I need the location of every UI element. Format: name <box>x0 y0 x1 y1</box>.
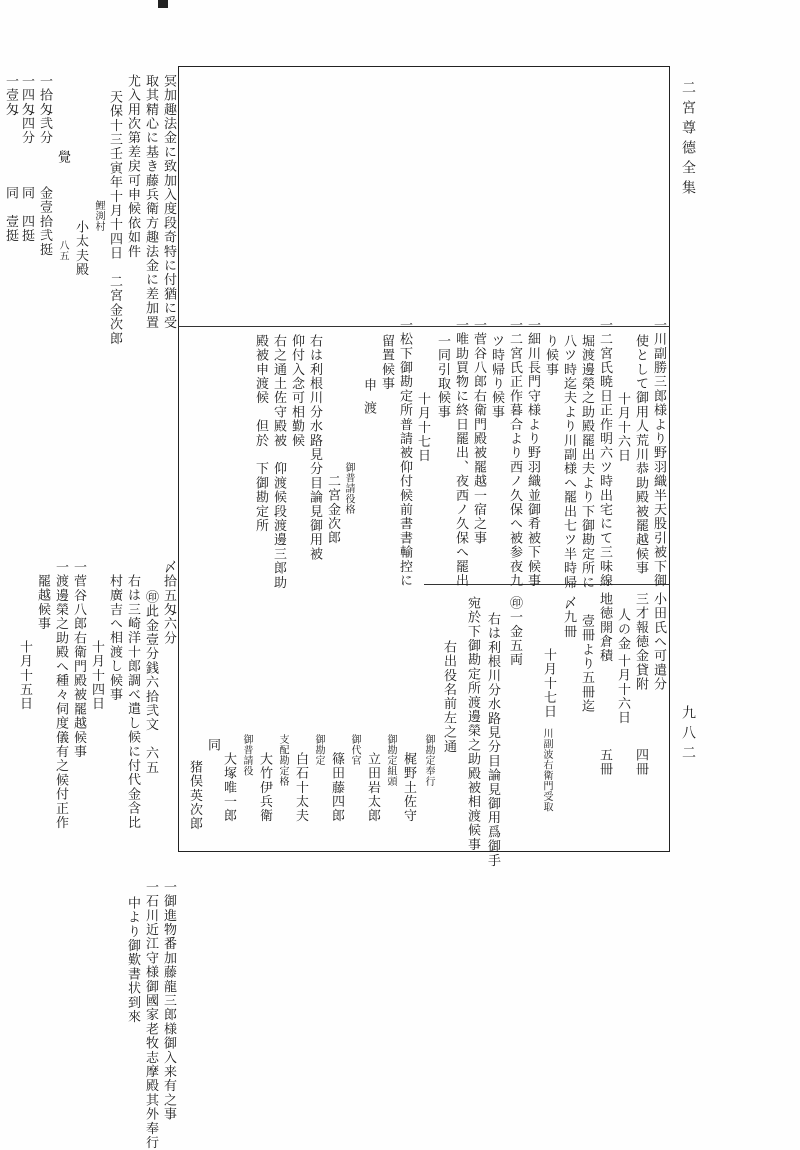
left-line: 一御進物番加藤龍三郎様御入来有之事 <box>161 880 176 1122</box>
bottom-line: 御代官 <box>349 734 360 766</box>
bottom-line: 右は利根川分水路見分目論見御用爲御手 <box>485 612 500 868</box>
top-line: 右之通土佐守殿被 仰渡候段渡邊三郎助 <box>271 334 286 590</box>
top-line: 一松下御勘定所普請被仰付候前書書輸控に <box>397 318 412 588</box>
left-line: 罷越候事 <box>35 574 50 631</box>
top-line: ツ時帰り候事 <box>489 334 504 420</box>
left-line: 同 壹挺 <box>3 186 18 243</box>
bottom-line: 御普請役 <box>241 734 252 776</box>
book-title: 二宮尊德全集 <box>680 80 696 200</box>
top-line: 一唯助買物に終日罷出、夜西ノ久保へ罷出 <box>453 318 468 588</box>
bottom-line: 十月十七日 <box>541 648 556 719</box>
bottom-line: 川副波右衛門受取 <box>541 728 552 812</box>
top-line: 八ツ時迄夫より川副様へ罷出七ツ半時帰 <box>561 334 576 590</box>
left-line: ㊞此金壹分銭六拾弐文 六五 <box>143 590 158 775</box>
top-line: 殿被申渡候 但於 下御勘定所 <box>253 334 268 533</box>
left-line: 一渡邊榮之助殿へ種々伺度儀有之候付正作 <box>53 560 68 830</box>
top-line: 御普請役格 <box>343 462 354 515</box>
left-line: 一拾匁弐分 <box>37 74 52 145</box>
bottom-line: 御勘定 <box>313 734 324 766</box>
bottom-line: 地徳開倉積 <box>597 592 612 663</box>
left-line: 鯉渕村 <box>93 200 104 232</box>
top-line: 右は利根川分水路見分目論見御用被 <box>307 334 322 562</box>
left-line: 十月十五日 <box>17 640 32 711</box>
bottom-line: 四冊 <box>633 748 648 777</box>
left-line: 一菅谷八郎右衛門殿被罷越候事 <box>71 560 86 759</box>
left-line: 右は三崎洋十郎調べ遣し候に付代金含比 <box>125 574 140 830</box>
bottom-line: 御勘定奉行 <box>423 734 434 787</box>
bottom-line: ㊞一金五両 <box>507 596 522 667</box>
bottom-line: 人の金 <box>615 608 630 651</box>
left-line: 取其精心に基き藤兵衛方趣法金に差加置 <box>143 74 158 330</box>
top-line: 一川副勝三郎様より野羽織半天股引被下御 <box>651 318 666 588</box>
left-line: 中より御歎書状到來 <box>125 896 140 1024</box>
bottom-line: 篠田藤四郎 <box>329 752 344 823</box>
top-line: 仰付入念可相勤候 <box>289 334 304 448</box>
bottom-line: 支配勘定格 <box>277 734 288 787</box>
bottom-line: 〆九冊 <box>561 596 576 639</box>
bottom-line: 大塚唯一郎 <box>221 752 236 823</box>
bottom-line: 猪俣英次郎 <box>187 760 202 831</box>
bottom-line: 十月十六日 <box>615 654 630 725</box>
left-line: 天保十三壬寅年十月十四日 二宮金次郎 <box>107 90 122 346</box>
left-line: 〆拾五匁六分 <box>161 560 176 646</box>
top-line: 堀渡邊榮之助殿罷出夫より下御勘定所に <box>579 334 594 590</box>
top-line: 一同引取候事 <box>435 334 450 420</box>
bottom-line: 同 <box>205 738 220 753</box>
top-line: 二宮金次郎 <box>325 474 340 545</box>
top-line: 一細川長門守様より野羽織並御肴被下候事 <box>525 318 540 588</box>
left-line: 尤入用次第差戻可申候依如件 <box>125 74 140 259</box>
bottom-line: 五冊 <box>597 748 612 777</box>
bottom-line: 立田岩太郎 <box>365 752 380 823</box>
bottom-line: 右出役名前左之通 <box>441 640 456 754</box>
bottom-line: 大竹伊兵衛 <box>257 752 272 823</box>
page-number: 九八二 <box>680 705 696 765</box>
bottom-line: 三才報徳金貸附 <box>633 592 648 692</box>
left-line: 一四匁四分 <box>19 74 34 145</box>
top-line: 使として御用人荒川恭助殿被罷越候事 <box>633 334 648 576</box>
left-line: 村廣吉へ相渡し候事 <box>107 574 122 702</box>
left-line: 一石川近江守様御國家老牧志摩殿其外奉行 <box>143 880 158 1150</box>
left-line: 金壹拾弐挺 <box>37 186 52 257</box>
top-line: 申渡 <box>361 378 376 424</box>
left-line: 同 四挺 <box>19 186 34 243</box>
bottom-line: 白石十太夫 <box>293 752 308 823</box>
left-line: 小太夫殿 <box>73 220 88 277</box>
top-line: 十月十六日 <box>615 392 630 463</box>
top-line: 一二宮氏暁日正作明六ツ時出宅にて三味線 <box>597 318 612 588</box>
left-line: 八五 <box>57 240 68 261</box>
scan-mark <box>158 0 168 8</box>
left-line: 冥加趣法金に致加入度段奇特に付猶に受 <box>161 74 176 330</box>
top-line: り候事 <box>543 334 558 377</box>
top-line: 留置候事 <box>379 334 394 391</box>
top-line: 一菅谷八郎右衛門殿被罷越一宿之事 <box>471 318 486 546</box>
bottom-line: 小田氏へ可遣分 <box>651 592 666 692</box>
left-line: 一壹匁 <box>3 74 18 117</box>
left-line: 十月十四日 <box>89 640 104 711</box>
left-line: 覺 <box>55 150 70 165</box>
top-line: 十月十七日 <box>415 392 430 463</box>
bottom-line: 宛於下御勘定所渡邊榮之助殿被相渡候事 <box>465 596 480 852</box>
bottom-line: 御勘定組頭 <box>385 734 396 787</box>
bottom-line: 壹冊より五冊迄 <box>579 614 594 714</box>
top-line: 一二宮氏正作暮合より西ノ久保へ被参夜九 <box>507 318 522 588</box>
bottom-line: 梶野土佐守 <box>401 752 416 823</box>
